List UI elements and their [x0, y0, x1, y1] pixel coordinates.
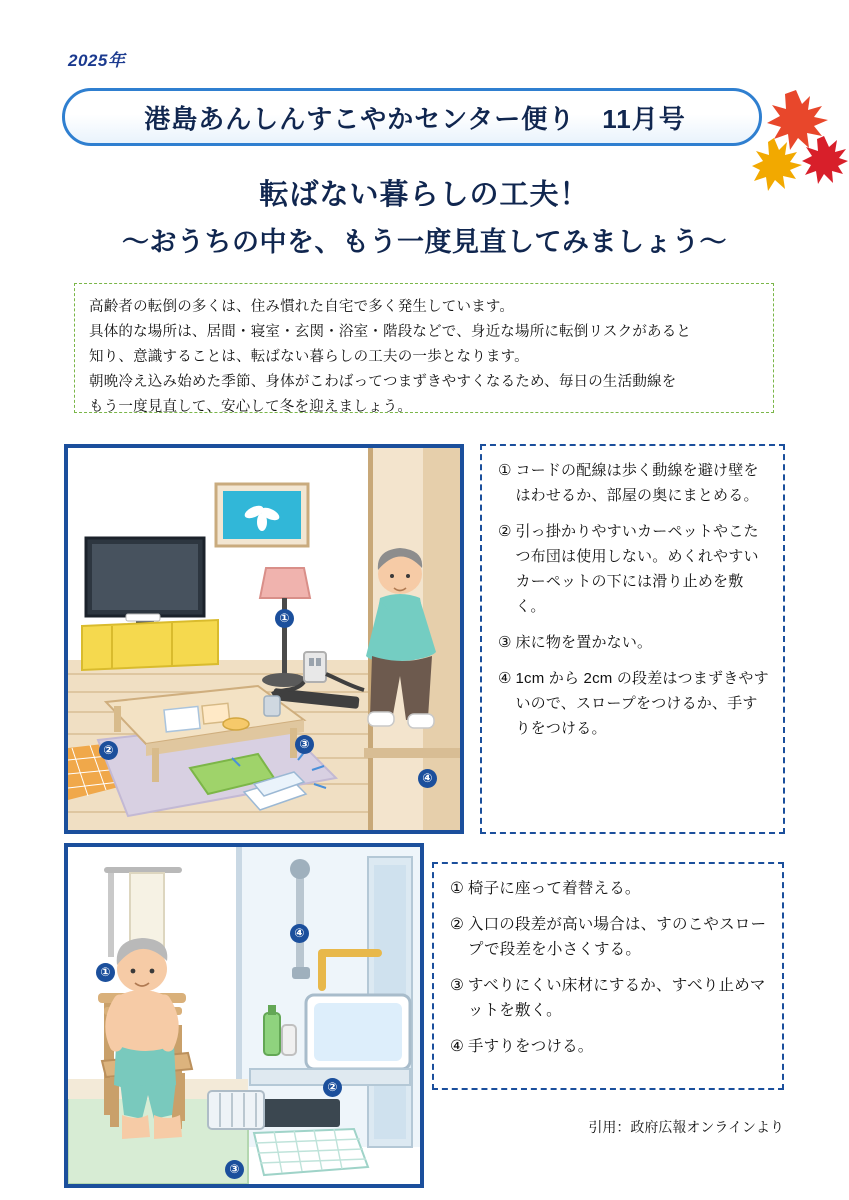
living-badge-2: ② — [99, 741, 118, 760]
bathroom-svg — [68, 847, 420, 1184]
tip-text: 手すりをつける。 — [467, 1038, 594, 1055]
bathroom-tips-box — [432, 862, 784, 1090]
intro-line: 高齢者の転倒の多くは、住み慣れた自宅で多く発生しています。 — [89, 299, 515, 315]
tip-text: コードの配線は歩く動線を避け壁をはわせるか、部屋の奥にまとめる。 — [515, 462, 759, 504]
tip-text: すべりにくい床材にするか、すべり止めマットを敷く。 — [467, 977, 766, 1019]
living-badge-1: ① — [275, 609, 294, 628]
intro-box — [74, 283, 774, 413]
intro-line: 知り、意識することは、転ばない暮らしの工夫の一歩となります。 — [89, 349, 529, 365]
living-badge-4: ④ — [418, 769, 437, 788]
tip-number: ③ — [450, 977, 464, 994]
living-room-illustration — [64, 444, 464, 834]
list-item — [498, 630, 769, 655]
tip-number: ③ — [498, 634, 512, 651]
tip-text: 椅子に座って着替える。 — [467, 880, 641, 897]
banner-title: 港島あんしんすこやかセンター便り 11月号 — [144, 104, 686, 134]
tip-number: ② — [450, 916, 464, 933]
source-note: 引用：政府広報オンラインより — [588, 1119, 784, 1135]
list-item — [450, 1034, 768, 1059]
list-item — [498, 458, 769, 508]
tip-number: ① — [450, 880, 464, 897]
tip-number: ④ — [450, 1038, 464, 1055]
tip-text: 引っ掛かりやすいカーペットやこたつ布団は使用しない。めくれやすいカーペットの下には滑り止めを敷く。 — [515, 523, 759, 615]
bath-badge-2: ② — [323, 1078, 342, 1097]
tip-number: ① — [498, 462, 512, 479]
list-item — [450, 876, 768, 901]
list-item — [498, 666, 769, 741]
living-room-svg — [68, 448, 460, 830]
bath-badge-4: ④ — [290, 924, 309, 943]
tip-number: ② — [498, 523, 512, 540]
intro-line: 朝晩冷え込み始めた季節、身体がこわばってつまずきやすくなるため、毎日の生活動線を — [89, 374, 677, 390]
living-tips-box — [480, 444, 785, 834]
intro-line: もう一度見直して、安心して冬を迎えましょう。 — [89, 399, 413, 415]
tip-text: 1cm から 2cm の段差はつまずきやすいので、スロープをつけるか、手すりをつける。 — [515, 670, 769, 737]
list-item — [498, 519, 769, 619]
tip-text: 床に物を置かない。 — [515, 634, 653, 651]
bath-badge-3: ③ — [225, 1160, 244, 1179]
list-item — [450, 912, 768, 962]
title-banner — [62, 88, 762, 146]
list-item — [450, 973, 768, 1023]
tip-number: ④ — [498, 670, 512, 687]
bathroom-illustration — [64, 843, 424, 1188]
intro-line: 具体的な場所は、居間・寝室・玄関・浴室・階段などで、身近な場所に転倒リスクがあると — [89, 324, 692, 340]
headline-secondary: ～おうちの中を、もう一度見直してみましょう～ — [122, 227, 727, 257]
tip-text: 入口の段差が高い場合は、すのこやスロープで段差を小さくする。 — [467, 916, 767, 958]
living-badge-3: ③ — [295, 735, 314, 754]
bath-badge-1: ① — [96, 963, 115, 982]
year-label: 2025年 — [68, 51, 126, 70]
headline-primary: 転ばない暮らしの工夫！ — [259, 179, 590, 211]
